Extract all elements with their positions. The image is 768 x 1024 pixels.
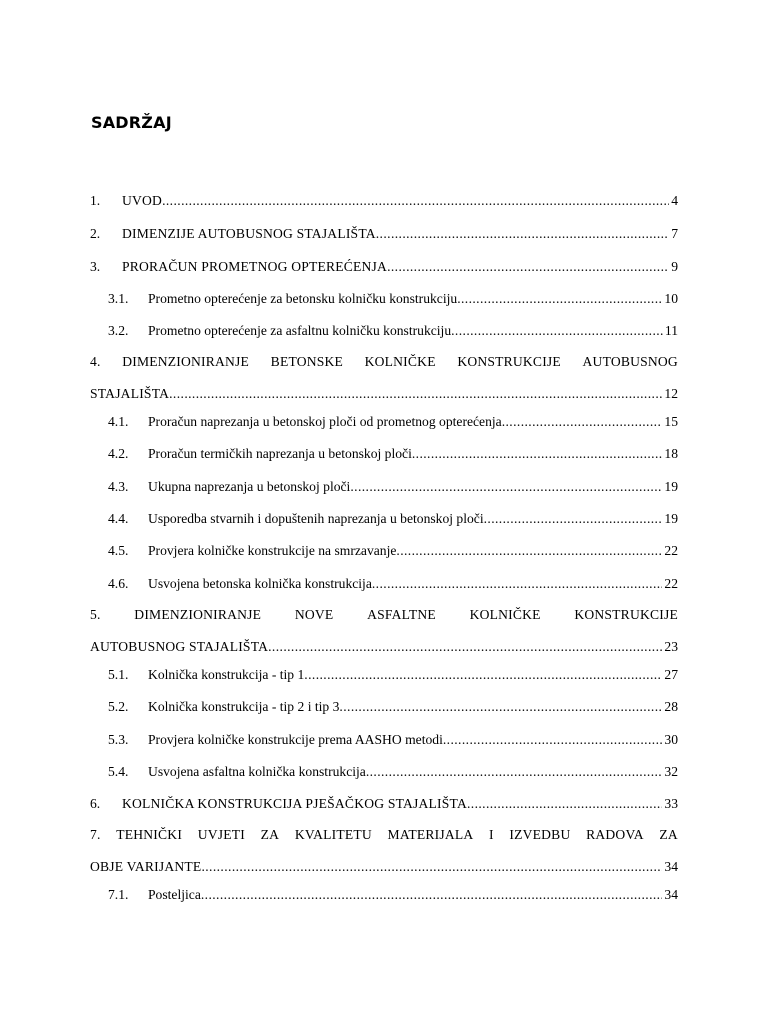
entry-number: 3.2. [108, 323, 129, 338]
entry-title: Usporedba stvarnih i dopuštenih naprezanja u betonskoj ploči [148, 511, 484, 526]
entry-page: 34 [664, 859, 678, 874]
title-word: DIMENZIONIRANJE [134, 607, 262, 622]
dot-leader [412, 445, 663, 463]
entry-page: 28 [664, 699, 678, 714]
dot-leader [443, 731, 663, 749]
entry-title: Proračun naprezanja u betonskoj ploči od prometnog opterećenja [148, 414, 502, 429]
title-word: ZA [659, 827, 678, 842]
entry-page: 11 [664, 323, 678, 338]
toc-entry-7-1[interactable] [108, 886, 678, 904]
title-word: NOVE [294, 607, 334, 622]
dot-leader [484, 510, 663, 528]
title-word: KONSTRUKCIJE [457, 354, 561, 369]
entry-number: 3. [90, 259, 101, 274]
toc-entry-3[interactable] [90, 258, 678, 276]
title-word: KOLNIČKE [364, 354, 436, 369]
toc-entry-5-4[interactable] [108, 763, 678, 781]
entry-title: Usvojena asfaltna kolnička konstrukcija [148, 764, 366, 779]
dot-leader [268, 638, 662, 656]
toc-entry-6[interactable] [90, 795, 678, 813]
entry-number: 5.2. [108, 699, 129, 714]
title-word: KVALITETU [294, 827, 372, 842]
dot-leader [467, 795, 662, 813]
entry-number: 2. [90, 226, 101, 241]
title-word: DIMENZIONIRANJE [122, 354, 250, 369]
entry-number: 4.3. [108, 479, 129, 494]
entry-number: 5.4. [108, 764, 129, 779]
toc-entry-4-1[interactable] [108, 413, 678, 431]
title-word: I [489, 827, 494, 842]
toc-entry-5[interactable] [90, 606, 678, 656]
entry-title-line-1 [90, 353, 678, 371]
title-word: UVJETI [197, 827, 245, 842]
entry-title-line-1 [90, 606, 678, 624]
toc-entry-1[interactable] [90, 192, 678, 210]
entry-title: PRORAČUN PROMETNOG OPTEREĆENJA [122, 259, 388, 274]
toc-entry-5-1[interactable] [108, 666, 678, 684]
entry-page: 30 [664, 732, 678, 747]
dot-leader [502, 413, 663, 431]
entry-title: Proračun termičkih naprezanja u betonskoj ploči [148, 446, 412, 461]
dot-leader [451, 322, 663, 340]
entry-page: 7 [671, 226, 678, 241]
dot-leader [201, 858, 662, 876]
entry-page: 19 [664, 511, 678, 526]
title-word: MATERIJALA [387, 827, 474, 842]
entry-number: 4. [90, 354, 101, 369]
entry-title-line-2: AUTOBUSNOG STAJALIŠTA [90, 639, 269, 654]
entry-number: 3.1. [108, 291, 129, 306]
toc-entry-4-4[interactable] [108, 510, 678, 528]
entry-title-line-2: OBJE VARIJANTE [90, 859, 202, 874]
toc-entry-4[interactable] [90, 353, 678, 403]
dot-leader [457, 290, 662, 308]
title-word: ASFALTNE [367, 607, 436, 622]
entry-number: 5.1. [108, 667, 129, 682]
entry-number: 6. [90, 796, 101, 811]
entry-page: 32 [664, 764, 678, 779]
dot-leader [387, 258, 669, 276]
entry-title-line-2: STAJALIŠTA [90, 386, 170, 401]
title-word: AUTOBUSNOG [582, 354, 678, 369]
toc-entry-3-1[interactable] [108, 290, 678, 308]
entry-page: 27 [664, 667, 678, 682]
entry-number: 4.6. [108, 576, 129, 591]
entry-title: KOLNIČKA KONSTRUKCIJA PJEŠAČKOG STAJALIŠTA [122, 796, 467, 811]
entry-title: Prometno opterećenje za betonsku kolničku konstrukciju [148, 291, 458, 306]
entry-number: 7. [90, 827, 101, 842]
entry-title: Kolnička konstrukcija - tip 2 i tip 3 [148, 699, 340, 714]
toc-entry-5-2[interactable] [108, 698, 678, 716]
title-word: KOLNIČKE [469, 607, 541, 622]
entry-page: 12 [664, 386, 678, 401]
entry-title: Ukupna naprezanja u betonskoj ploči [148, 479, 351, 494]
title-word: TEHNIČKI [116, 827, 183, 842]
entry-title: Prometno opterećenje za asfaltnu kolničku konstrukciju [148, 323, 452, 338]
title-word: RADOVA [586, 827, 644, 842]
entry-page: 22 [664, 543, 678, 558]
toc-title: SADRŽAJ [91, 113, 172, 132]
entry-page: 10 [664, 291, 678, 306]
dot-leader [339, 698, 662, 716]
dot-leader [201, 886, 663, 904]
title-word: IZVEDBU [509, 827, 571, 842]
entry-number: 4.4. [108, 511, 129, 526]
entry-number: 4.2. [108, 446, 129, 461]
entry-page: 22 [664, 576, 678, 591]
entry-page: 15 [664, 414, 678, 429]
toc-entry-5-3[interactable] [108, 731, 678, 749]
toc-entry-3-2[interactable] [108, 322, 678, 340]
title-word: KONSTRUKCIJE [574, 607, 678, 622]
entry-number: 4.1. [108, 414, 129, 429]
toc-entry-2[interactable] [90, 225, 678, 243]
entry-number: 5.3. [108, 732, 129, 747]
toc-entry-7[interactable] [90, 826, 678, 876]
entry-page: 18 [664, 446, 678, 461]
dot-leader [162, 192, 669, 210]
toc-entry-4-3[interactable] [108, 478, 678, 496]
entry-title: Provjera kolničke konstrukcije prema AASHO metodi [148, 732, 443, 747]
dot-leader [376, 225, 669, 243]
dot-leader [169, 385, 662, 403]
entry-title: UVOD [122, 193, 163, 208]
dot-leader [304, 666, 662, 684]
entry-title-line-1 [90, 826, 678, 844]
dot-leader [372, 575, 663, 593]
entry-page: 33 [664, 796, 678, 811]
entry-number: 1. [90, 193, 101, 208]
entry-title: Posteljica [148, 887, 201, 902]
toc-entry-4-6[interactable] [108, 575, 678, 593]
dot-leader [396, 542, 662, 560]
title-word: ZA [260, 827, 280, 842]
entry-number: 4.5. [108, 543, 129, 558]
entry-title: DIMENZIJE AUTOBUSNOG STAJALIŠTA [122, 226, 376, 241]
toc-entry-4-5[interactable] [108, 542, 678, 560]
entry-page: 19 [664, 479, 678, 494]
entry-page: 34 [664, 887, 678, 902]
toc-entry-4-2[interactable] [108, 445, 678, 463]
entry-page: 23 [664, 639, 678, 654]
dot-leader [366, 763, 663, 781]
entry-number: 7.1. [108, 887, 129, 902]
entry-title: Kolnička konstrukcija - tip 1 [148, 667, 305, 682]
entry-page: 9 [671, 259, 678, 274]
entry-title: Usvojena betonska kolnička konstrukcija [148, 576, 372, 591]
entry-page: 4 [671, 193, 678, 208]
dot-leader [350, 478, 662, 496]
title-word: BETONSKE [270, 354, 344, 369]
entry-title: Provjera kolničke konstrukcije na smrzavanje [148, 543, 397, 558]
entry-number: 5. [90, 607, 101, 622]
